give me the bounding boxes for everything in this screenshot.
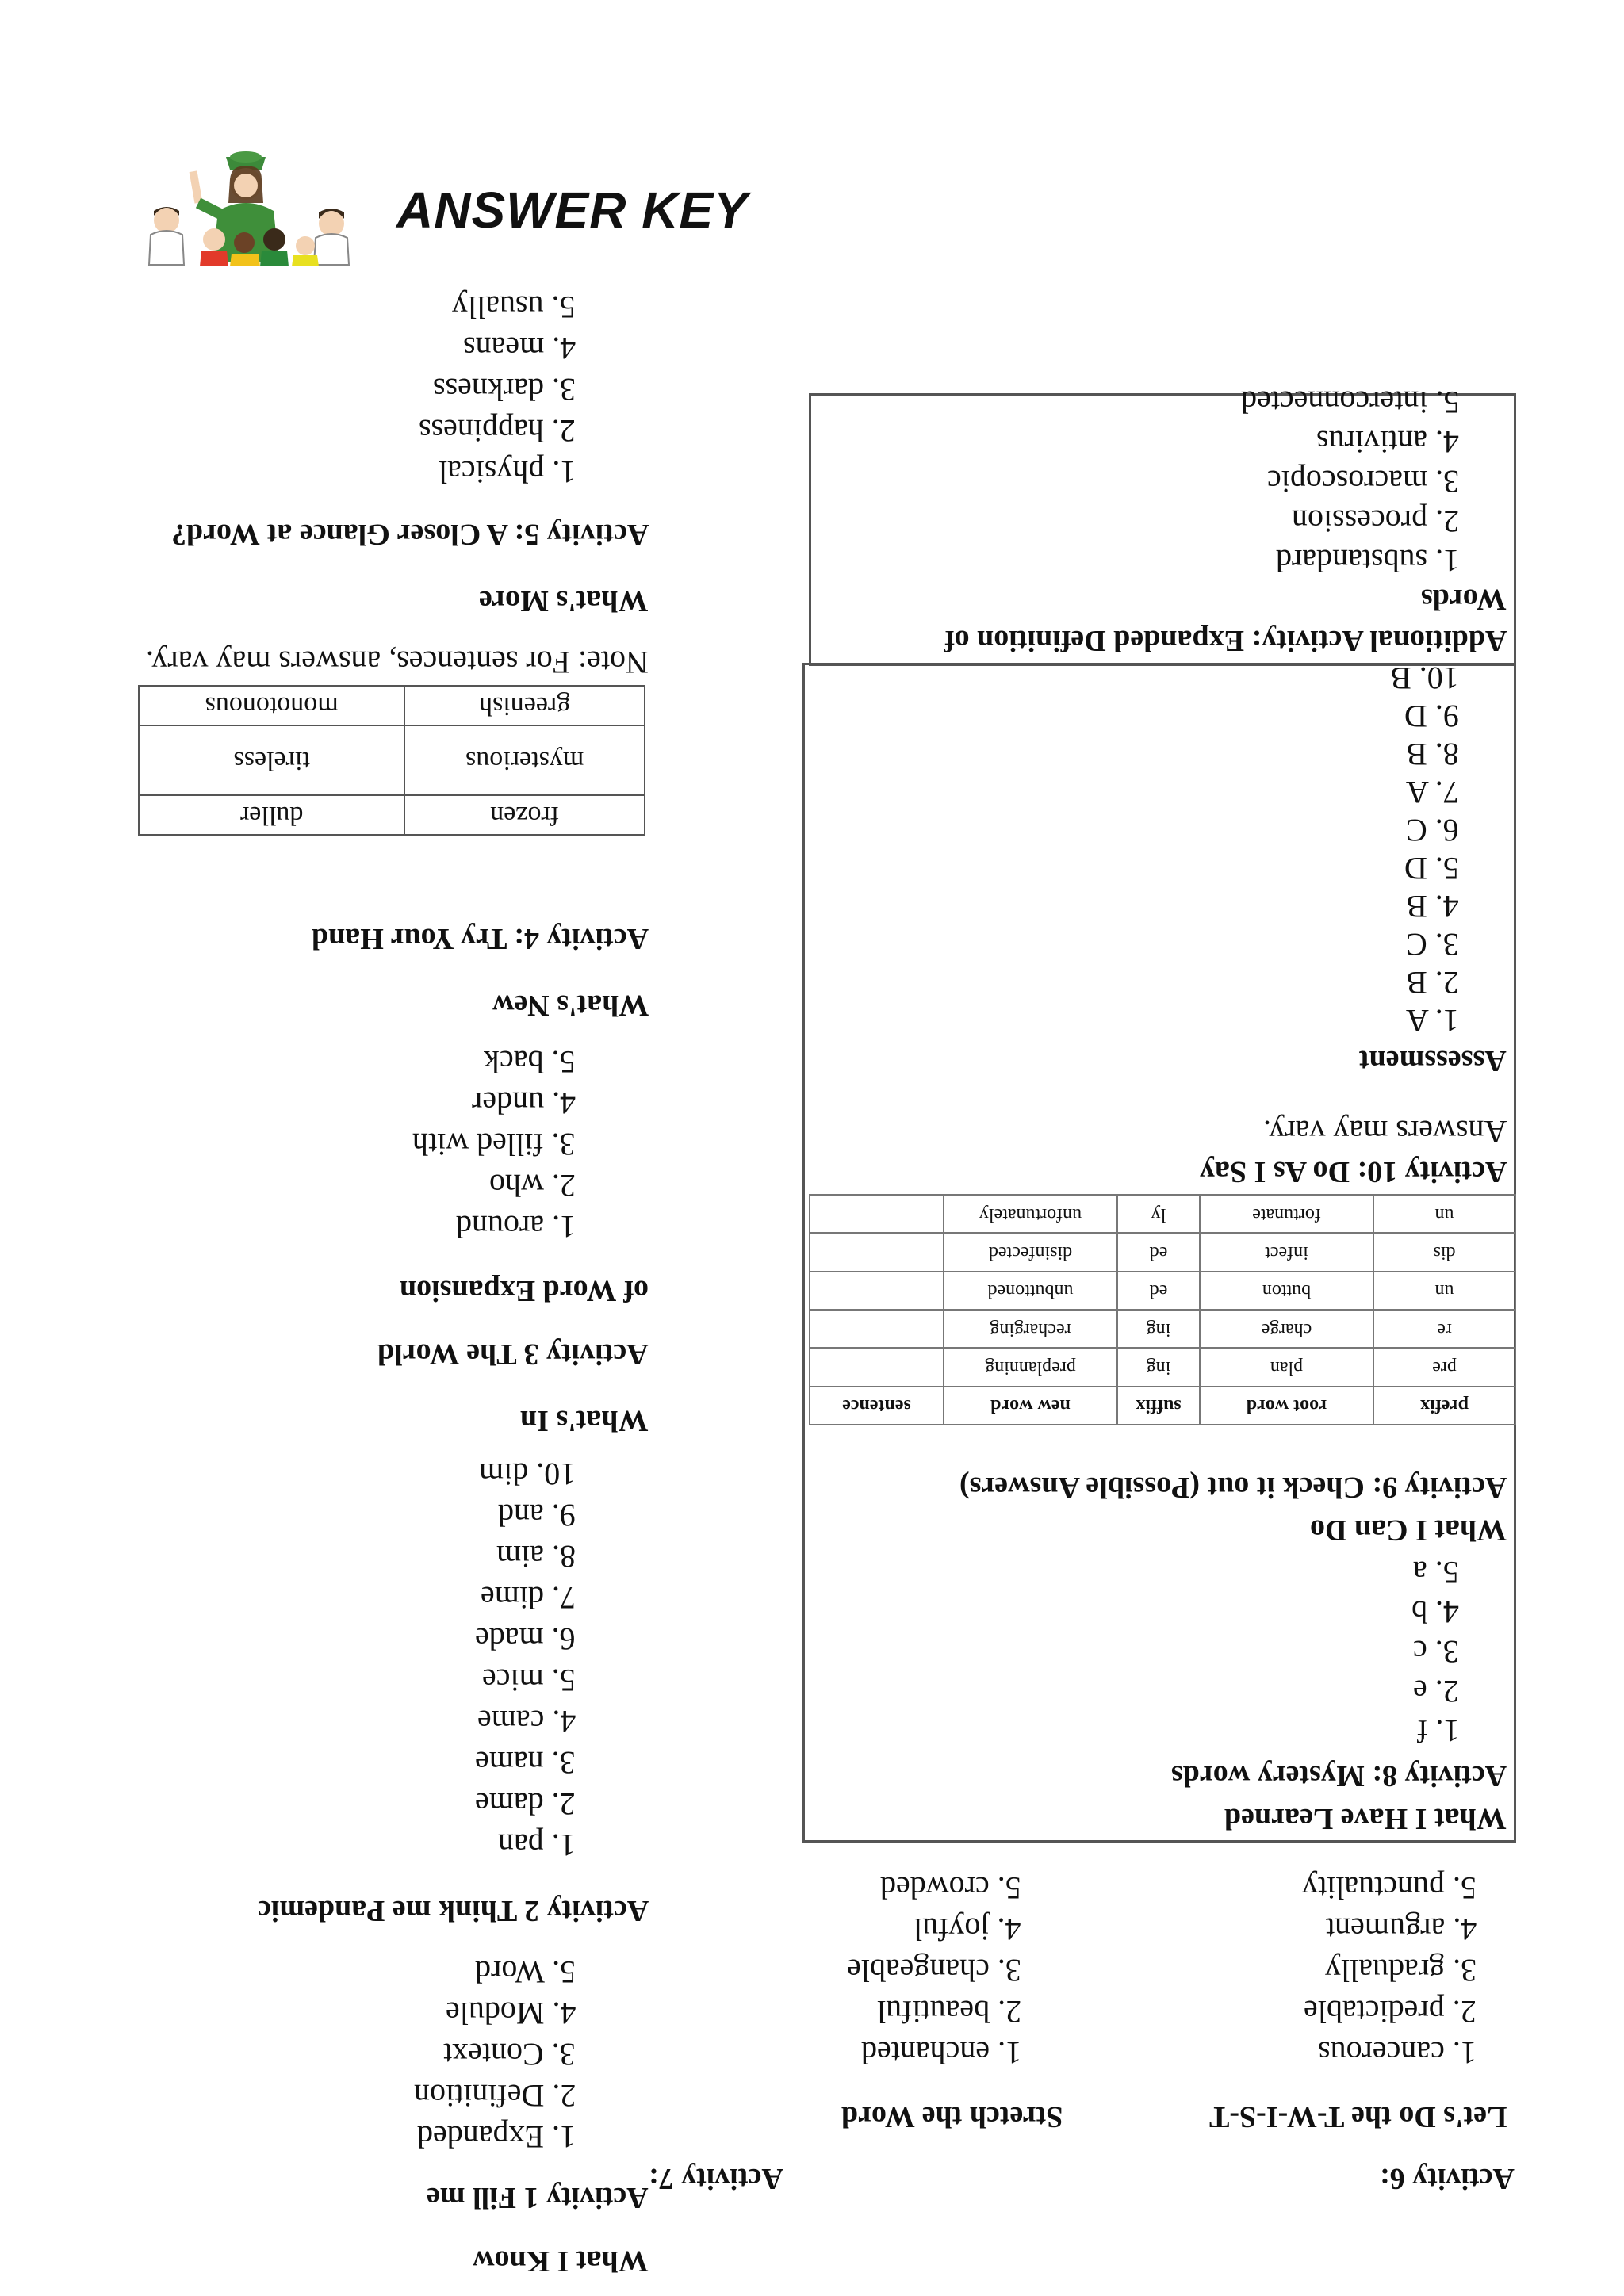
activity6-title: Let's Do the T-W-I-S-T bbox=[1208, 2100, 1507, 2133]
table-cell bbox=[810, 1233, 944, 1271]
list-item: 4. b bbox=[1411, 1594, 1459, 1630]
page-title: ANSWER KEY bbox=[396, 182, 749, 239]
table-cell: tireless bbox=[139, 725, 404, 796]
list-item: 9. and bbox=[498, 1498, 576, 1533]
list-item: 1. A bbox=[1406, 1003, 1459, 1039]
additional-activity-title-line1: Additional Activity: Expanded Definition of bbox=[944, 624, 1507, 657]
table-cell: un bbox=[1373, 1272, 1515, 1310]
table-row bbox=[810, 1348, 1515, 1386]
heading-whats-new: What's New bbox=[492, 989, 649, 1022]
table-header: prefix bbox=[1373, 1387, 1515, 1425]
table-cell: recharging bbox=[944, 1310, 1117, 1348]
table-cell: ed bbox=[1117, 1272, 1200, 1310]
list-item: 3. Context bbox=[443, 2037, 576, 2072]
table-cell bbox=[810, 1348, 944, 1386]
list-item: 1. enchanted bbox=[860, 2035, 1021, 2071]
activity10-title: Activity 10: Do As I Say bbox=[1199, 1155, 1507, 1188]
table-cell: greenish bbox=[404, 686, 645, 725]
activity4-table bbox=[138, 685, 645, 836]
list-item: 2. predictable bbox=[1304, 1994, 1477, 2030]
table-cell: ed bbox=[1117, 1233, 1200, 1271]
list-item: 2. e bbox=[1413, 1674, 1459, 1709]
table-cell: plan bbox=[1200, 1348, 1373, 1386]
list-item: 5. D bbox=[1404, 851, 1459, 886]
list-item: 3. c bbox=[1413, 1634, 1459, 1670]
table-cell: disinfected bbox=[944, 1233, 1117, 1271]
table-cell: monotonous bbox=[139, 686, 404, 725]
activity10-text: Answers may vary. bbox=[1262, 1114, 1507, 1150]
list-item: 7. A bbox=[1406, 775, 1459, 810]
list-item: 3. macroscopic bbox=[1266, 464, 1459, 499]
list-item: 1. cancerous bbox=[1318, 2035, 1477, 2071]
list-item: 1. substandard bbox=[1275, 543, 1459, 579]
list-item: 1. pan bbox=[498, 1827, 576, 1863]
list-item: 1. Expanded bbox=[417, 2119, 576, 2155]
list-item: 4. B bbox=[1406, 889, 1459, 924]
activity1-title: Activity 1 Fill me bbox=[427, 2181, 649, 2214]
list-item: 3. name bbox=[475, 1745, 576, 1781]
table-cell: re bbox=[1373, 1310, 1515, 1348]
list-item: 2. who bbox=[489, 1168, 576, 1203]
list-item: 6. made bbox=[475, 1621, 576, 1657]
table-cell: infect bbox=[1200, 1233, 1373, 1271]
list-item: 3. filled with bbox=[412, 1127, 576, 1162]
activity8-title: Activity 8: Mystery words bbox=[1170, 1759, 1507, 1793]
activity7-title: Stretch the Word bbox=[841, 2100, 1063, 2133]
list-item: 2. B bbox=[1406, 965, 1459, 1001]
activity9-table bbox=[809, 1194, 1516, 1425]
activity4-title: Activity 4: Try Your Hand bbox=[311, 922, 649, 955]
list-item: 3. darkness bbox=[433, 372, 576, 408]
list-item: 2. procession bbox=[1291, 503, 1459, 539]
list-item: 1. around bbox=[455, 1209, 576, 1245]
list-item: 4. means bbox=[462, 331, 576, 366]
list-item: 5. punctuality bbox=[1302, 1870, 1477, 1906]
table-cell: fortunate bbox=[1200, 1195, 1373, 1233]
list-item: 4. argument bbox=[1325, 1911, 1477, 1947]
table-cell: button bbox=[1200, 1272, 1373, 1310]
activity9-title: Activity 9: Check it out (Possible Answers) bbox=[959, 1471, 1507, 1504]
heading-whats-more: What's More bbox=[479, 584, 649, 618]
table-cell bbox=[810, 1195, 944, 1233]
list-item: 6. C bbox=[1406, 813, 1459, 848]
table-header: sentence bbox=[810, 1387, 944, 1425]
table-cell: ly bbox=[1117, 1195, 1200, 1233]
list-item: 8. B bbox=[1406, 737, 1459, 772]
list-item: 1. f bbox=[1416, 1713, 1459, 1749]
list-item: 5. crowded bbox=[880, 1870, 1021, 1906]
list-item: 10. B bbox=[1390, 660, 1459, 696]
table-row bbox=[810, 1195, 1515, 1233]
teacher-illustration bbox=[143, 147, 357, 266]
table-row bbox=[810, 1310, 1515, 1348]
list-item: 3. C bbox=[1406, 927, 1459, 962]
table-cell: pre bbox=[1373, 1348, 1515, 1386]
list-item: 10. dim bbox=[478, 1456, 576, 1492]
table-cell: unfortunately bbox=[944, 1195, 1117, 1233]
table-cell: preplanning bbox=[944, 1348, 1117, 1386]
heading-what-i-can-do: What I Can Do bbox=[1309, 1513, 1507, 1547]
table-cell: charge bbox=[1200, 1310, 1373, 1348]
activity6-label: Activity 6: bbox=[1380, 2162, 1515, 2195]
table-cell bbox=[810, 1310, 944, 1348]
list-item: 4. Module bbox=[445, 1996, 576, 2031]
activity2-title: Activity 2 Think me Pandemic bbox=[257, 1894, 649, 1927]
list-item: 5. mice bbox=[482, 1663, 576, 1698]
table-cell: mysterious bbox=[404, 725, 645, 796]
list-item: 5. back bbox=[484, 1044, 576, 1080]
list-item: 2. dame bbox=[475, 1786, 576, 1822]
table-cell: duller bbox=[139, 795, 404, 835]
activity3-title-line1: Activity 3 The World bbox=[377, 1337, 649, 1371]
table-cell: dis bbox=[1373, 1233, 1515, 1271]
list-item: 8. aim bbox=[496, 1539, 576, 1575]
list-item: 9. D bbox=[1404, 698, 1459, 734]
table-cell: frozen bbox=[404, 795, 645, 835]
table-row bbox=[810, 1272, 1515, 1310]
list-item: 2. happiness bbox=[419, 413, 576, 449]
table-header: suffix bbox=[1117, 1387, 1200, 1425]
note-text: Note: For sentences, answers may vary. bbox=[146, 645, 649, 680]
heading-what-i-know: What I Know bbox=[473, 2244, 649, 2278]
list-item: 2. Definition bbox=[413, 2078, 576, 2114]
list-item: 4. antivirus bbox=[1316, 424, 1459, 460]
table-row bbox=[810, 1233, 1515, 1271]
list-item: 3. gradually bbox=[1324, 1953, 1477, 1988]
list-item: 2. beautiful bbox=[876, 1994, 1021, 2030]
list-item: 1. physical bbox=[438, 454, 576, 490]
table-header: root word bbox=[1200, 1387, 1373, 1425]
list-item: 3. changeable bbox=[847, 1953, 1021, 1988]
table-cell: un bbox=[1373, 1195, 1515, 1233]
heading-whats-in: What's In bbox=[520, 1404, 649, 1437]
list-item: 4. under bbox=[471, 1085, 576, 1121]
activity5-title: Activity 5: A Closer Glance at Word? bbox=[170, 518, 649, 551]
activity3-title-line2: of Word Expansion bbox=[400, 1274, 649, 1307]
table-cell: unbuttoned bbox=[944, 1272, 1117, 1310]
list-item: 5. interconnected bbox=[1240, 385, 1459, 420]
additional-activity-title-line2: Words bbox=[1421, 583, 1507, 616]
heading-what-i-have-learned: What I Have Learned bbox=[1224, 1802, 1507, 1835]
table-header: new word bbox=[944, 1387, 1117, 1425]
list-item: 5. usually bbox=[452, 289, 576, 325]
list-item: 7. dime bbox=[481, 1580, 576, 1616]
heading-assessment: Assessment bbox=[1359, 1044, 1507, 1077]
activity7-label: Activity 7: bbox=[649, 2162, 783, 2195]
list-item: 4. joyful bbox=[914, 1911, 1021, 1947]
table-cell: ing bbox=[1117, 1310, 1200, 1348]
table-cell bbox=[810, 1272, 944, 1310]
list-item: 4. came bbox=[477, 1704, 576, 1739]
list-item: 5. Word bbox=[474, 1954, 576, 1990]
list-item: 5. a bbox=[1413, 1555, 1459, 1590]
table-cell: ing bbox=[1117, 1348, 1200, 1386]
